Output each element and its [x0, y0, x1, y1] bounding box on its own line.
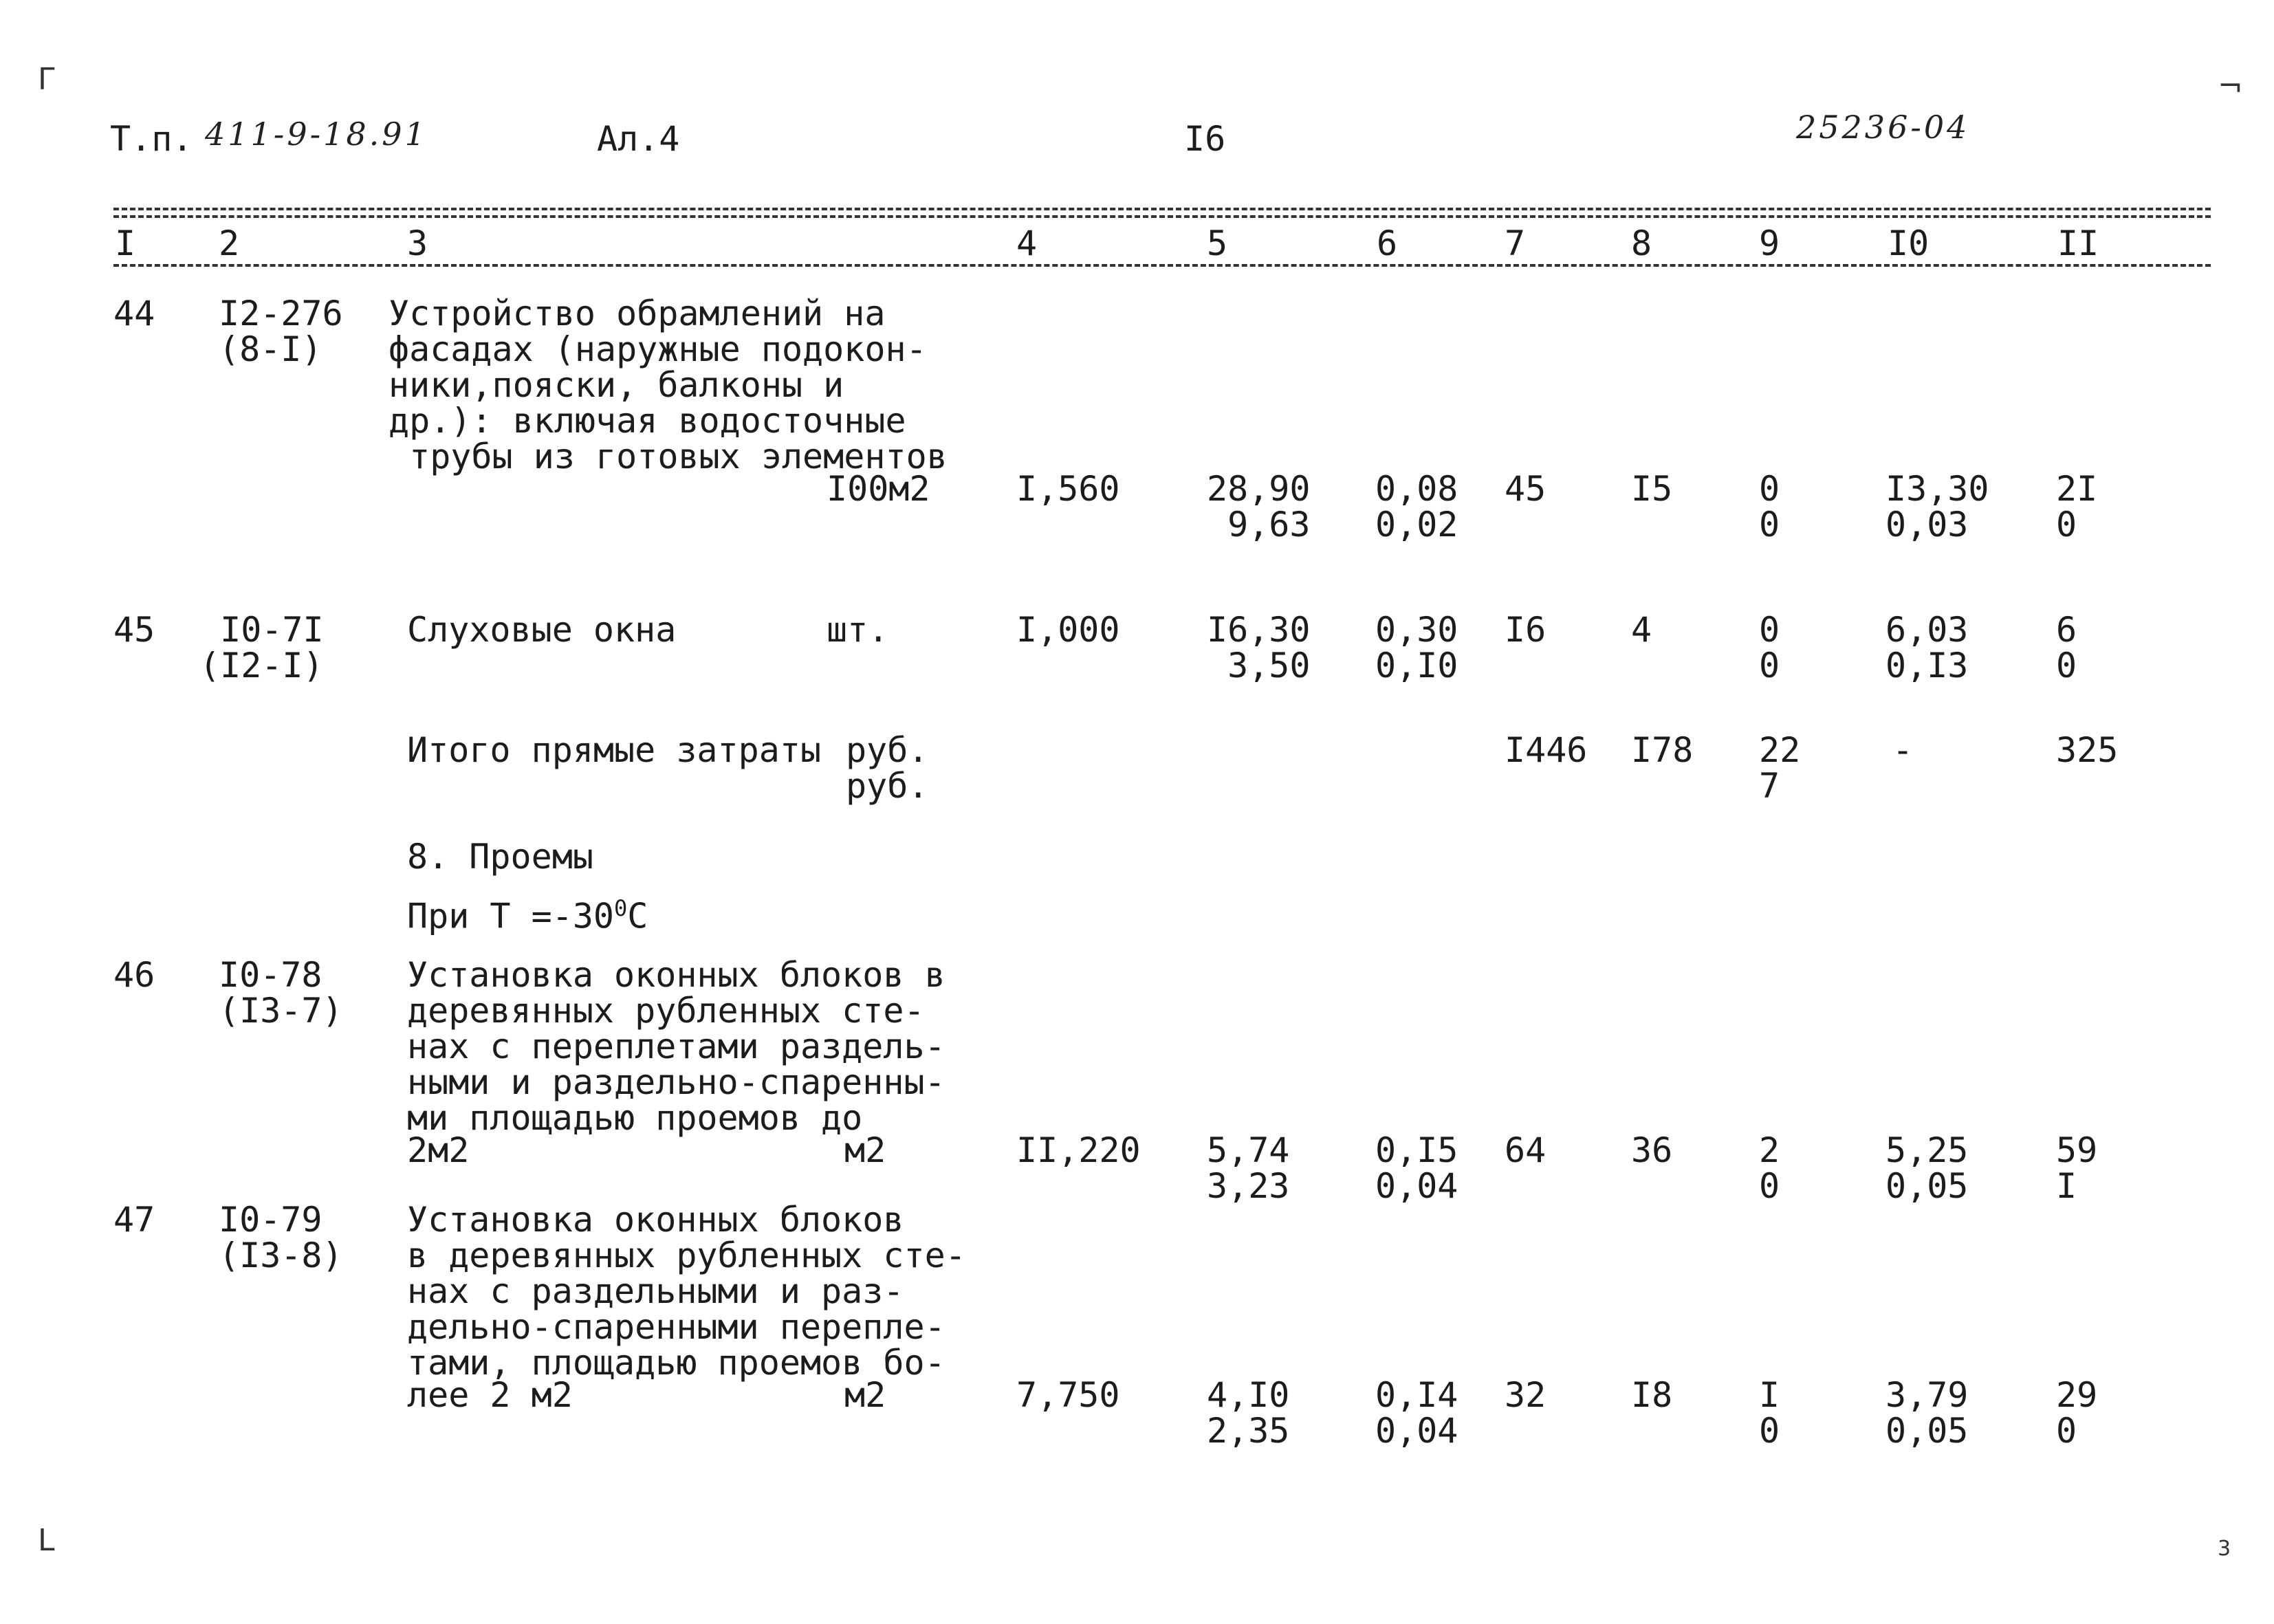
- corner-mark: ¬: [2218, 69, 2243, 104]
- row-col9: 0 0: [1759, 610, 1780, 685]
- total-col11: 325: [2056, 730, 2119, 770]
- col-header: 8: [1631, 223, 1652, 263]
- col-header: 2: [219, 223, 240, 263]
- row-quantity: II,220: [1016, 1130, 1141, 1170]
- row-col7: 64: [1505, 1130, 1546, 1170]
- row-col5: I6,30 3,50: [1207, 610, 1311, 685]
- row-col7: I6: [1505, 610, 1546, 650]
- col-header: II: [2057, 223, 2099, 263]
- row-description: Установка оконных блоков в деревянных рубленных сте- нах с раздельными и раз- дельно-спаренными перепле- тами, площадью проемов бо-: [407, 1200, 966, 1383]
- row-code: I0-79 (I3-8): [219, 1200, 343, 1275]
- tp-label: Т.п.: [110, 119, 193, 159]
- row-col5: 4,I0 2,35: [1207, 1375, 1290, 1451]
- row-code: I0-7I (I2-I): [199, 610, 324, 685]
- row-col8: I8: [1631, 1375, 1673, 1415]
- page-number: I6: [1184, 119, 1226, 159]
- row-col6: 0,I4 0,04: [1375, 1375, 1458, 1451]
- row-col6: 0,08 0,02: [1375, 469, 1458, 545]
- row-col7: 32: [1505, 1375, 1546, 1415]
- row-col9: I 0: [1759, 1375, 1780, 1451]
- row-col11: 59 I: [2056, 1130, 2098, 1206]
- col-header: I: [115, 223, 136, 263]
- row-unit-line: лее 2 м2: [407, 1375, 573, 1415]
- section-temperature: При $Т =-30^0С$: [407, 895, 648, 936]
- total-col7: I446: [1505, 730, 1588, 770]
- rule-header-bottom: [113, 264, 2211, 267]
- total-col9: 22 7: [1759, 730, 1801, 806]
- col-header: 3: [407, 223, 428, 263]
- corner-mark: L: [38, 1523, 55, 1558]
- row-col10: 6,03 0,I3: [1885, 610, 1969, 685]
- document-code: 25236-04: [1796, 109, 1970, 146]
- row-number: 45: [113, 610, 155, 650]
- row-unit: I00м2: [827, 469, 930, 509]
- section-title: 8. Проемы: [407, 837, 593, 877]
- col-header: 6: [1377, 223, 1398, 263]
- row-number: 47: [113, 1200, 155, 1240]
- row-number: 46: [113, 955, 155, 995]
- row-col5: 5,74 3,23: [1207, 1130, 1290, 1206]
- row-quantity: I,000: [1016, 610, 1120, 650]
- row-col8: I5: [1631, 469, 1673, 509]
- row-col8: 36: [1631, 1130, 1673, 1170]
- row-number: 44: [113, 294, 155, 333]
- total-label: Итого прямые затраты: [407, 730, 822, 770]
- row-description: Устройство обрамлений на фасадах (наружные подокон- ники,пояски, балконы и др.): включая водосточные трубы из готовых элементов: [389, 294, 948, 476]
- album-label: Ал.4: [597, 119, 680, 159]
- row-col5: 28,90 9,63: [1207, 469, 1311, 545]
- row-col10: 5,25 0,05: [1885, 1130, 1969, 1206]
- row-col8: 4: [1631, 610, 1652, 650]
- total-col8: I78: [1631, 730, 1694, 770]
- row-col7: 45: [1505, 469, 1546, 509]
- row-description: Установка оконных блоков в деревянных рубленных сте- нах с переплетами раздель- ными и раздельно-спаренны- ми площадью проемов до: [407, 955, 945, 1138]
- row-unit: шт.: [827, 610, 889, 650]
- row-col6: 0,I5 0,04: [1375, 1130, 1458, 1206]
- corner-mark: Г: [38, 62, 56, 97]
- corner-mark: 3: [2218, 1537, 2231, 1561]
- col-header: 9: [1759, 223, 1780, 263]
- row-description: Слуховые окна: [407, 610, 677, 650]
- total-unit: руб. руб.: [846, 730, 929, 806]
- col-header: 5: [1207, 223, 1228, 263]
- rule-top: [113, 208, 2211, 210]
- row-col11: 29 0: [2056, 1375, 2098, 1451]
- row-col6: 0,30 0,I0: [1375, 610, 1458, 685]
- tp-number: 411-9-18.91: [205, 116, 428, 153]
- row-col11: 2I 0: [2056, 469, 2098, 545]
- col-header: 4: [1016, 223, 1038, 263]
- row-unit: м2: [844, 1130, 886, 1170]
- row-code: I0-78 (I3-7): [219, 955, 343, 1031]
- row-col10: I3,30 0,03: [1885, 469, 1989, 545]
- row-col10: 3,79 0,05: [1885, 1375, 1969, 1451]
- rule-top: [113, 215, 2211, 218]
- row-unit-line: 2м2: [407, 1130, 470, 1170]
- col-header: 7: [1505, 223, 1526, 263]
- row-unit: м2: [844, 1375, 886, 1415]
- row-col9: 2 0: [1759, 1130, 1780, 1206]
- total-col10: -: [1892, 730, 1914, 770]
- col-header: I0: [1888, 223, 1929, 263]
- row-quantity: I,560: [1016, 469, 1120, 509]
- row-quantity: 7,750: [1016, 1375, 1120, 1415]
- row-col11: 6 0: [2056, 610, 2077, 685]
- row-col9: 0 0: [1759, 469, 1780, 545]
- row-code: I2-276 (8-I): [219, 294, 343, 369]
